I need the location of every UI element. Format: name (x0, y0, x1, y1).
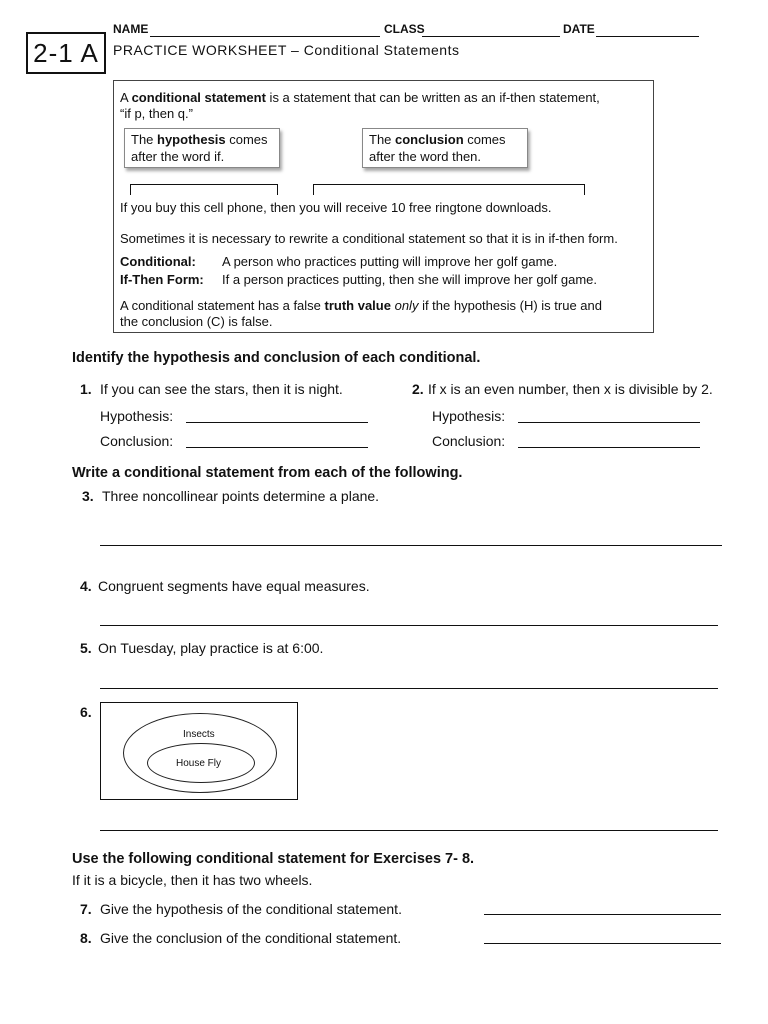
outer-set-label: Insects (183, 729, 215, 740)
q3-number: 3. (82, 488, 94, 504)
truth-term: truth value (324, 298, 391, 313)
section-1-heading: Identify the hypothesis and conclusion of each conditional. (72, 350, 481, 366)
q5-text: On Tuesday, play practice is at 6:00. (98, 640, 324, 656)
hyp-term: hypothesis (157, 132, 226, 147)
truth-text-cont: if the hypothesis (H) is true and (418, 298, 602, 313)
section-2-heading: Write a conditional statement from each of the following. (72, 465, 463, 481)
ifthen-label: If-Then Form: (120, 272, 204, 287)
con-line-2: after the word then. (369, 149, 482, 164)
q8-answer-line[interactable] (484, 943, 721, 944)
q1-hypothesis-label: Hypothesis: (100, 408, 174, 424)
q6-number: 6. (80, 704, 92, 720)
definition-text: A (120, 90, 132, 105)
conclusion-callout (362, 128, 528, 168)
hyp-text-cont: comes (225, 132, 268, 147)
q1-hypothesis-answer-line[interactable] (186, 422, 368, 423)
lesson-code: 2-1 A (26, 32, 106, 74)
conclusion-bracket (313, 184, 585, 195)
q4-number: 4. (80, 578, 92, 594)
hypothesis-bracket (130, 184, 278, 195)
class-line (422, 36, 560, 37)
inner-set-label: House Fly (176, 758, 222, 769)
truth-value-line-1 (120, 298, 602, 313)
definition-text-cont: is a statement that can be written as an if-then statement, (265, 90, 600, 105)
date-label: DATE (563, 22, 595, 36)
q8-text: Give the conclusion of the conditional statement. (100, 930, 402, 946)
q2-hypothesis-answer-line[interactable] (518, 422, 700, 423)
con-text: The (369, 132, 396, 147)
section-3-heading: Use the following conditional statement for Exercises 7- 8. (72, 851, 475, 867)
rewrite-note: Sometimes it is necessary to rewrite a conditional statement so that it is in if-then form. (120, 231, 618, 246)
venn-diagram (100, 702, 298, 800)
q4-text: Congruent segments have equal measures. (98, 578, 370, 594)
conditional-label: Conditional: (120, 254, 196, 269)
q2-conclusion-label: Conclusion: (432, 433, 506, 449)
definition-term: conditional statement (131, 90, 266, 105)
date-line (596, 36, 699, 37)
truth-text: A conditional statement has a false (120, 298, 325, 313)
truth-only: only (390, 298, 419, 313)
con-term: conclusion (395, 132, 464, 147)
definition-line-1 (120, 90, 600, 105)
name-line (150, 36, 380, 37)
q2-conclusion-answer-line[interactable] (518, 447, 700, 448)
con-text-cont: comes (463, 132, 506, 147)
worksheet-title: PRACTICE WORKSHEET – Conditional Statements (113, 42, 460, 58)
q8-number: 8. (80, 930, 92, 946)
ifthen-text: If a person practices putting, then she will improve her golf game. (222, 272, 598, 287)
truth-value-line-2: the conclusion (C) is false. (120, 314, 273, 329)
q1-text: If you can see the stars, then it is night. (100, 381, 343, 397)
q3-text: Three noncollinear points determine a plane. (102, 488, 380, 504)
q7-answer-line[interactable] (484, 914, 721, 915)
hyp-text: The (131, 132, 158, 147)
q2-text: If x is an even number, then x is divisible by 2. (428, 381, 713, 397)
q4-answer-line[interactable] (100, 625, 718, 626)
q7-number: 7. (80, 901, 92, 917)
q1-conclusion-label: Conclusion: (100, 433, 174, 449)
q2-hypothesis-label: Hypothesis: (432, 408, 506, 424)
conditional-text: A person who practices putting will improve her golf game. (222, 254, 558, 269)
name-label: NAME (113, 22, 149, 36)
hypothesis-callout (124, 128, 280, 168)
q7-text: Give the hypothesis of the conditional statement. (100, 901, 402, 917)
q5-answer-line[interactable] (100, 688, 718, 689)
example-sentence: If you buy this cell phone, then you will receive 10 free ringtone downloads. (120, 200, 552, 215)
q6-answer-line[interactable] (100, 830, 718, 831)
class-label: CLASS (384, 22, 425, 36)
q1-number: 1. (80, 381, 92, 397)
q5-number: 5. (80, 640, 92, 656)
q1-conclusion-answer-line[interactable] (186, 447, 368, 448)
q2-number: 2. (412, 381, 424, 397)
q3-answer-line[interactable] (100, 545, 722, 546)
given-statement: If it is a bicycle, then it has two wheels. (72, 872, 313, 888)
hyp-line-2: after the word if. (131, 149, 225, 164)
definition-line-2: “if p, then q.” (120, 106, 193, 121)
